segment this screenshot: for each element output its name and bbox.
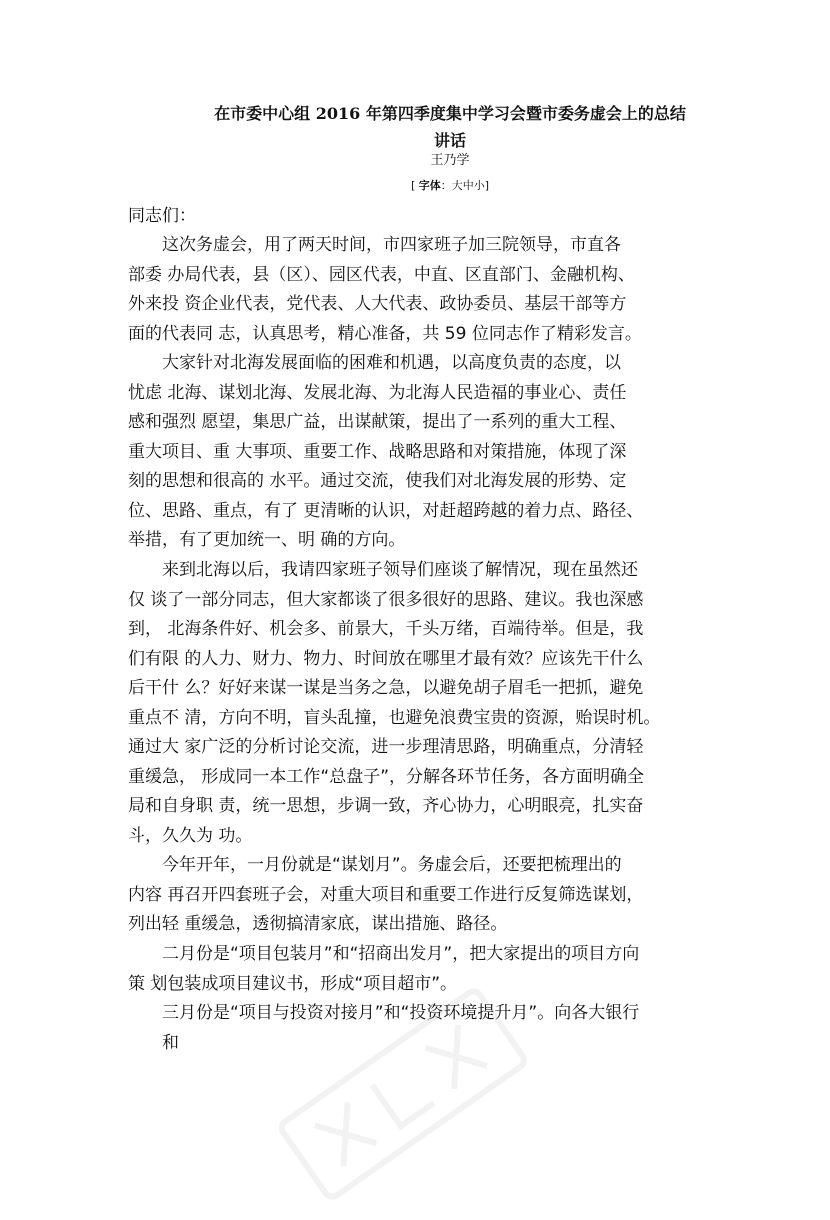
- text-line: 来到北海以后，我请四家班子领导们座谈了解情况，现在虽然还: [162, 560, 638, 580]
- bracket-close: ]: [484, 179, 490, 192]
- font-size-large-link[interactable]: 大: [451, 179, 463, 192]
- paragraph-4: [128, 851, 718, 940]
- paragraph-3: [128, 556, 718, 851]
- text-line: 后干什 么？好好来谋一谋是当务之急，以避免胡子眉毛一把抓，避免: [128, 678, 644, 698]
- text-line: 位、思路、重点，有了 更清晰的认识，对赶超跨越的着力点、路径、: [128, 500, 644, 521]
- font-size-medium-link[interactable]: 中: [462, 179, 474, 192]
- text-line: 今年开年，一月份就是“谋划月”。务虚会后，还要把梳理出的: [162, 855, 622, 875]
- text-line: 和: [162, 1032, 179, 1053]
- text-line: 面的代表同 志，认真思考，精心准备，共 59 位同志作了精彩发言。: [128, 323, 642, 344]
- paragraph-6: [128, 999, 718, 1058]
- paragraph-1: [128, 231, 718, 349]
- salutation: 同志们：: [128, 206, 196, 226]
- text-line: 仅 谈了一部分同志，但大家都谈了很多很好的思路、建议。我也深感: [128, 589, 644, 610]
- text-line: 重缓急， 形成同一本工作“总盘子”，分解各环节任务，各方面明确全: [128, 766, 645, 787]
- text-line: 刻的思想和很高的 水平。通过交流，使我们对北海发展的形势、定: [128, 471, 627, 491]
- text-line: 二月份是“项目包装月”和“招商出发月”，把大家提出的项目方向: [162, 944, 640, 964]
- text-line: 斗，久久为 功。: [128, 825, 253, 846]
- text-line: 三月份是“项目与投资对接月”和“投资环境提升月”。向各大银行: [162, 1003, 640, 1023]
- text-line: 这次务虚会，用了两天时间，市四家班子加三院领导，市直各: [162, 235, 621, 255]
- text-line: 重大项目、重 大事项、重要工作、战略思路和对策措施，体现了深: [128, 441, 627, 462]
- text-line: 大家针对北海发展面临的困难和机遇，以高度负责的态度，以: [162, 353, 621, 373]
- text-line: 策 划包装成项目建议书，形成“项目超市”。: [128, 973, 458, 994]
- text-line: 感和强烈 愿望，集思广益，出谋献策，提出了一系列的重大工程、: [128, 412, 627, 432]
- text-line: 局和自身职 责，统一思想，步调一致，齐心协力，心明眼亮，扎实奋: [128, 796, 644, 816]
- paragraph-5: [128, 940, 718, 999]
- font-size-control: [130, 178, 770, 194]
- font-size-separator: ：: [440, 179, 452, 192]
- text-line: 部委 办局代表，县（区）、园区代表，中直、区直部门、金融机构、: [128, 264, 635, 285]
- text-line: 内容 再召开四套班子会，对重大项目和重要工作进行反复筛选谋划，: [128, 884, 644, 905]
- text-line: 忧虑 北海、谋划北海、发展北海、为北海人民造福的事业心、责任: [128, 382, 627, 403]
- document-title: [130, 100, 770, 154]
- text-line: 举措，有了更加统一、明 确的方向。: [128, 530, 406, 550]
- text-line: 们有限 的人力、财力、物力、时间放在哪里才最有效？应该先干什么: [128, 648, 644, 669]
- font-size-label: 字体: [418, 179, 441, 192]
- font-size-small-link[interactable]: 小: [473, 179, 485, 192]
- bracket-open: [: [410, 179, 416, 192]
- author-name: 王乃学: [430, 153, 470, 168]
- title-line: 讲话: [433, 131, 466, 150]
- text-line: 通过大 家广泛的分析讨论交流，进一步理清思路，明确重点，分清轻: [128, 737, 644, 757]
- text-line: 到， 北海条件好、机会多、前景大，千头万绪，百端待举。但是，我: [128, 619, 644, 639]
- text-line: 重点不 清，方向不明，盲头乱撞，也避免浪费宝贵的资源，贻误时机。: [128, 707, 661, 728]
- text-line: 外来投 资企业代表，党代表、人大代表、政协委员、基层干部等方: [128, 294, 627, 314]
- text-line: 列出轻 重缓急，透彻搞清家底，谋出措施、路径。: [128, 914, 508, 934]
- paragraph-2: [128, 349, 718, 556]
- title-line: 在市委中心组 2016 年第四季度集中学习会暨市委务虚会上的总结: [214, 104, 686, 123]
